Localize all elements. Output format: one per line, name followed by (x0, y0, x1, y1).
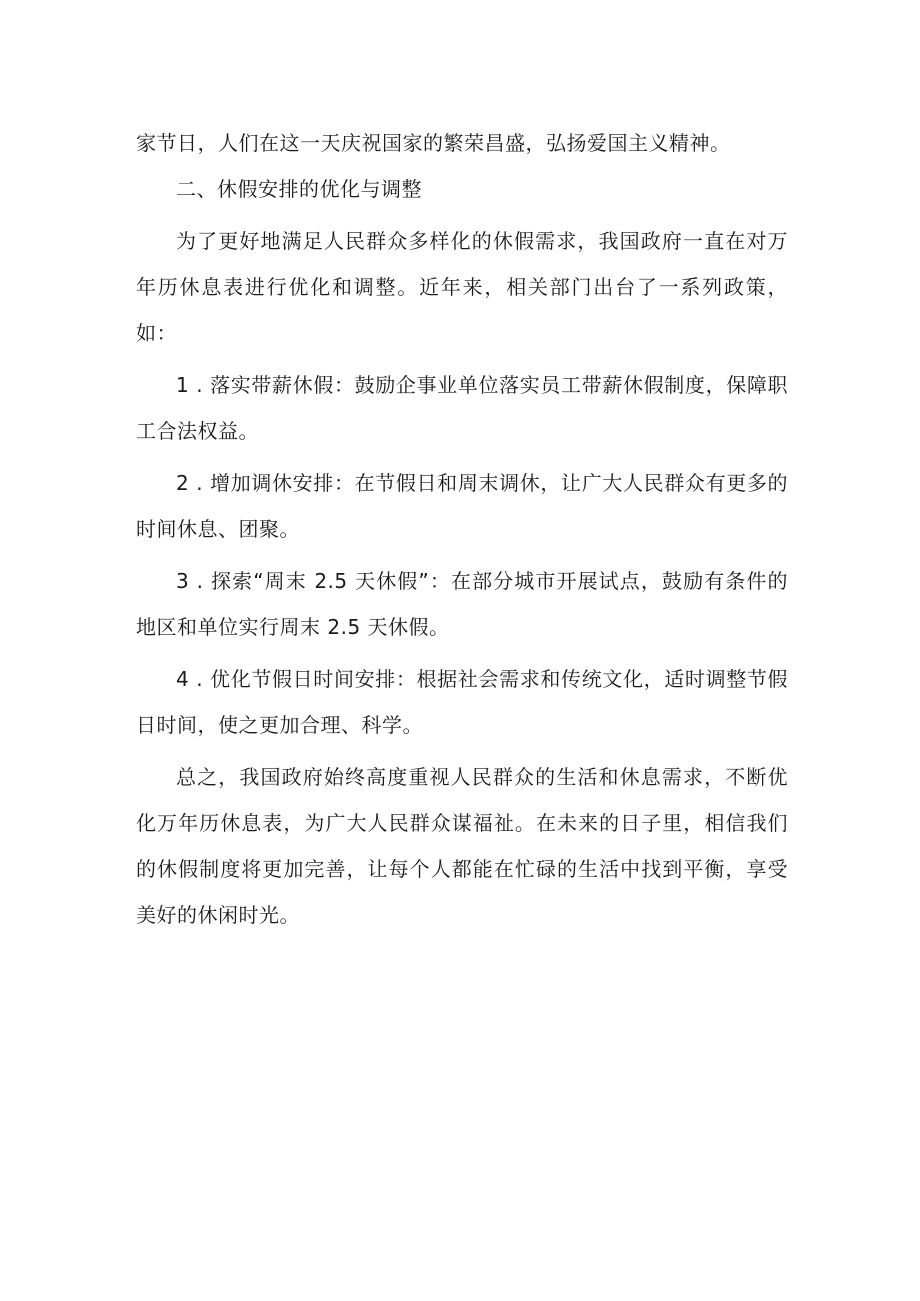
list-item: 4 . 优化节假日时间安排：根据社会需求和传统文化，适时调整节假日时间，使之更加合理、科学。 (136, 667, 788, 737)
intro-paragraph: 为了更好地满足人民群众多样化的休假需求，我国政府一直在对万年历休息表进行优化和调整。近年来，相关部门出台了一系列政策，如： (136, 229, 788, 345)
list-item: 2 . 增加调休安排：在节假日和周末调休，让广大人民群众有更多的时间休息、团聚。 (136, 471, 788, 541)
list-item: 3 . 探索“周末 2.5 天休假”：在部分城市开展试点，鼓励有条件的地区和单位实行周末 2.5 天休假。 (136, 569, 788, 639)
continued-paragraph: 家节日，人们在这一天庆祝国家的繁荣昌盛，弘扬爱国主义精神。 (136, 131, 731, 155)
section-heading: 二、休假安排的优化与调整 (176, 177, 422, 201)
document-body (136, 120, 788, 938)
list-item: 1 . 落实带薪休假：鼓励企事业单位落实员工带薪休假制度，保障职工合法权益。 (136, 373, 788, 443)
summary-paragraph: 总之，我国政府始终高度重视人民群众的生活和休息需求，不断优化万年历休息表，为广大人民群众谋福祉。在未来的日子里，相信我们的休假制度将更加完善，让每个人都能在忙碌的生活中找到平衡，享受美好的休闲时光。 (136, 765, 788, 927)
